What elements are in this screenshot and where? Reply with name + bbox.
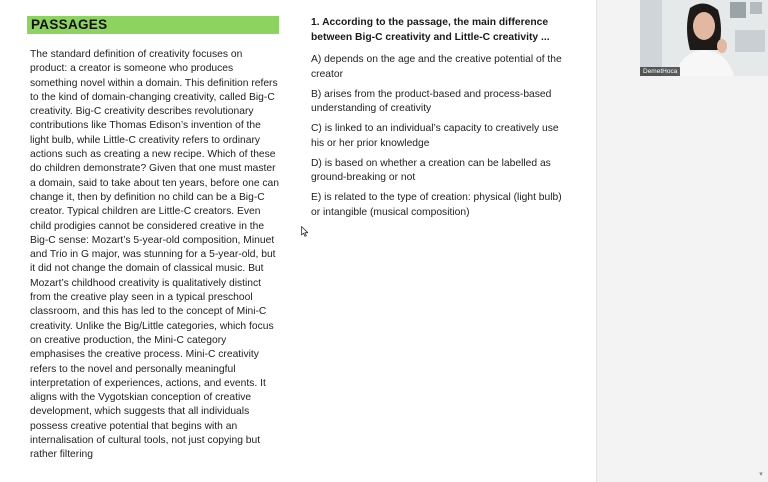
option-b[interactable]: B) arises from the product-based and process-based understanding of creativity xyxy=(311,88,552,114)
mouse-pointer-icon xyxy=(301,226,309,237)
passage-text: The standard definition of creativity focuses on product: a creator is someone who produces something novel within a domain. This definition refers to the kind of domain-changing creativity, called Big-C creativity. Big-C creativity describes revolutionary contributions like Thomas Edison’s invention of the light bulb, while Little-C creativity refers to ordinary actions such as creating a new recipe. Which of these do children demonstrate? Given that one must master a domain, said to take about ten years, before one can change it, then by definition no child can be a Big-C creator. Typical children are Little-C creators. Even child prodigies cannot be considered creative in the Big-C sense: Mozart’s 5-year-old composition, Minuet and Trio in G major, was stunning for a 5-year-old, but it did not change the domain of classical music. But Mozart’s childhood creativity is qualitatively distinct from the creative play seen in a typical preschool classroom, and this has led to the concept of Mini-C creativity. Unlike the Big/Little categories, which focus on creative production, the Mini-C category emphasises the creative process. Mini-C creativity refers to the novel and personally meaningful interpretation of experiences, actions, and events. It aligns with the Vygotskian conception of creative development, which suggests that all individuals possess creative potential that begins with an internalisation of cultural tools, not just copying but rather filtering xyxy=(30,49,280,461)
option-e[interactable]: E) is related to the type of creation: physical (light bulb) or intangible (musical composition) xyxy=(311,192,562,218)
webcam-video xyxy=(640,0,768,76)
option-d[interactable]: D) is based on whether a creation can be labelled as ground-breaking or not xyxy=(311,157,551,183)
option-a[interactable]: A) depends on the age and the creative potential of the creator xyxy=(311,54,562,80)
scroll-down-arrow-icon[interactable]: ▾ xyxy=(759,471,763,478)
webcam-name-label: DemetHoca xyxy=(640,67,680,76)
option-c[interactable]: C) is linked to an individual’s capacity to creatively use his or her prior knowledge xyxy=(311,123,559,149)
webcam-person-image xyxy=(640,0,768,76)
passages-header: PASSAGES xyxy=(27,16,279,34)
question-block xyxy=(311,16,571,226)
question-stem: 1. According to the passage, the main difference between Big-C creativity and Little-C creativity ... xyxy=(311,17,550,43)
